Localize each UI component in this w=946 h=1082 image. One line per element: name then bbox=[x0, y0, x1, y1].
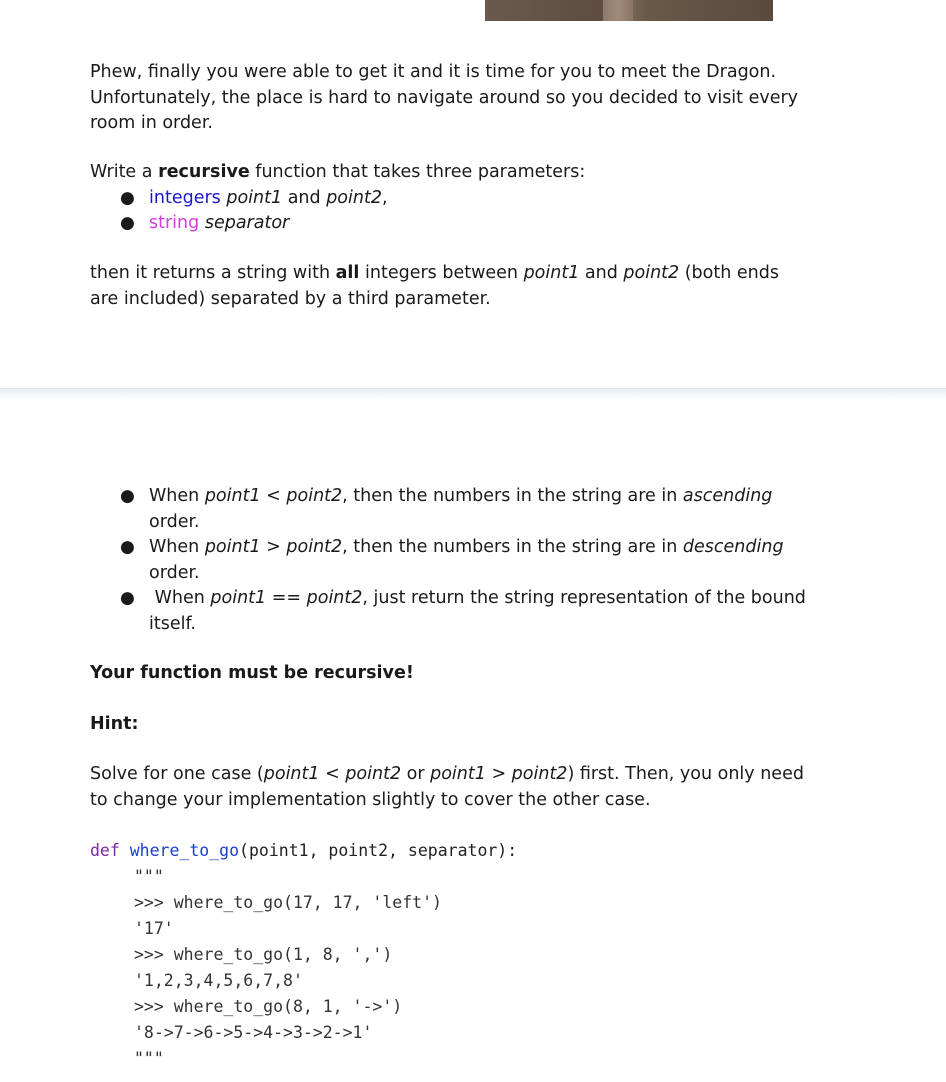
doc-line: >>> where_to_go(1, 8, ',') bbox=[134, 945, 393, 964]
hint-line-2: to change your implementation slightly to cover the other case. bbox=[90, 789, 651, 810]
param-integers: ● integers point1 and point2, bbox=[120, 187, 388, 208]
intro-line-3: room in order. bbox=[90, 113, 213, 133]
intro-line-1: Phew, finally you were able to get it and it is time for you to meet the Dragon. bbox=[90, 62, 777, 82]
header-image bbox=[485, 0, 773, 21]
intro-paragraph bbox=[90, 60, 870, 137]
returns-line-1: then it returns a string with all integers between point1 and point2 (both ends bbox=[90, 263, 779, 283]
code-signature: def where_to_go(point1, point2, separator): bbox=[90, 841, 518, 860]
doc-line: """ bbox=[134, 867, 164, 886]
task-text: Write a recursive function that takes three parameters: bbox=[90, 162, 586, 182]
rules-section bbox=[120, 484, 869, 637]
doc-line: '8->7->6->5->4->3->2->1' bbox=[134, 1023, 373, 1042]
param-string: ● string separator bbox=[120, 213, 290, 233]
code-block bbox=[90, 838, 870, 1072]
returns-line-2: are included) separated by a third parameter. bbox=[90, 288, 491, 309]
rule-ascending: ● When point1 < point2, then the numbers in the string are in ascending order. bbox=[120, 486, 773, 532]
doc-line: >>> where_to_go(8, 1, '->') bbox=[134, 997, 403, 1016]
doc-line: """ bbox=[134, 1049, 164, 1068]
doc-line: '17' bbox=[134, 919, 174, 938]
section-divider bbox=[0, 388, 946, 401]
hint-line-1: Solve for one case (point1 < point2 or point1 > point2) first. Then, you only need bbox=[90, 764, 804, 784]
hint-paragraph bbox=[90, 762, 890, 813]
doc-line: >>> where_to_go(17, 17, 'left') bbox=[134, 893, 442, 912]
intro-line-2: Unfortunately, the place is hard to navigate around so you decided to visit every bbox=[90, 87, 799, 108]
rule-descending: ● When point1 > point2, then the numbers in the string are in descending order. bbox=[120, 537, 784, 583]
rule-equal: ● When point1 == point2, just return the string representation of the bound itself. bbox=[120, 588, 806, 634]
param-list bbox=[120, 186, 870, 237]
doc-line: '1,2,3,4,5,6,7,8' bbox=[134, 971, 303, 990]
returns-paragraph bbox=[90, 261, 870, 312]
must-recursive: Your function must be recursive! bbox=[90, 663, 414, 683]
task-section bbox=[90, 160, 870, 237]
rules-list bbox=[120, 484, 869, 637]
hint-label: Hint: bbox=[90, 714, 139, 734]
docstring bbox=[134, 864, 870, 1072]
